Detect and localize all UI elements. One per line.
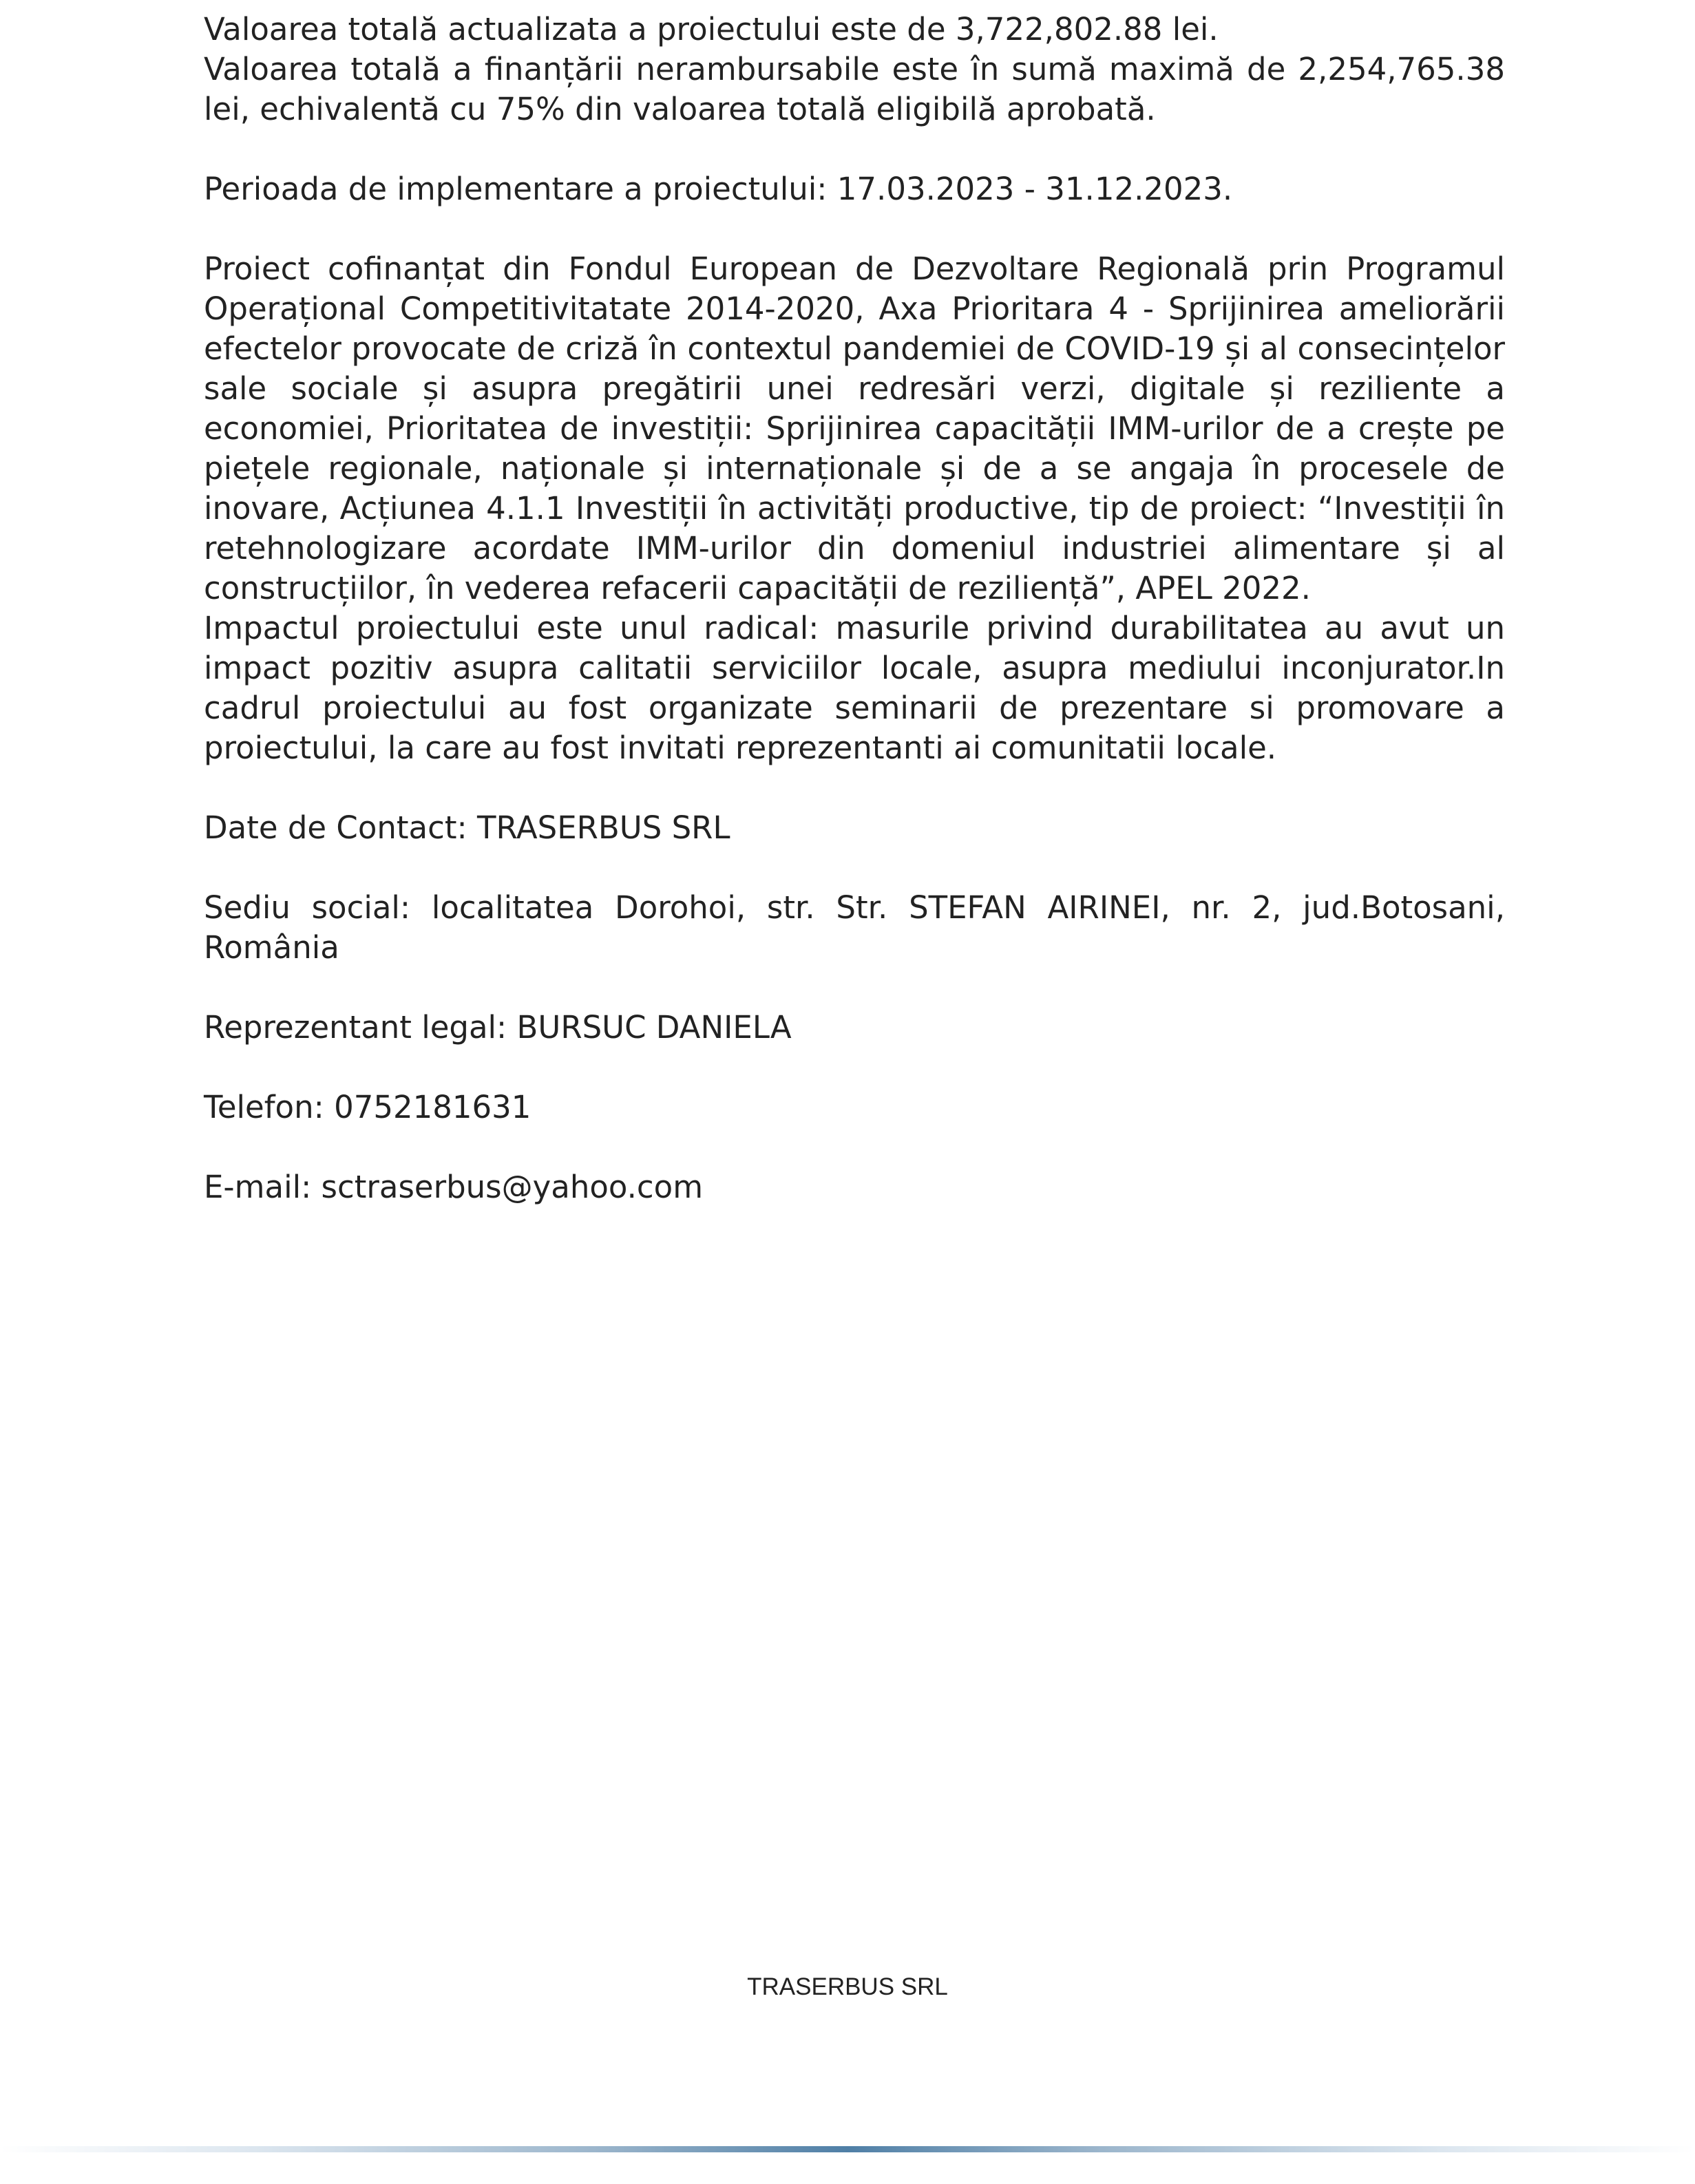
implementation-period-paragraph: Perioada de implementare a proiectului: 17.03.2023 - 31.12.2023. <box>204 171 1233 207</box>
document-body <box>204 10 1505 1207</box>
total-value-paragraph: Valoarea totală actualizata a proiectului este de 3,722,802.88 lei. <box>204 11 1219 47</box>
grant-value-paragraph: Valoarea totală a finanțării nerambursabile este în sumă maximă de 2,254,765.38 lei, echivalentă cu 75% din valoarea totală eligibilă aprobată. <box>204 51 1505 127</box>
paragraph-spacer <box>204 968 1505 1008</box>
footer-gradient-bar <box>0 2146 1695 2152</box>
contact-line: Date de Contact: TRASERBUS SRL <box>204 809 730 846</box>
paragraph-spacer <box>204 1127 1505 1167</box>
impact-paragraph: Impactul proiectului este unul radical: masurile privind durabilitatea au avut un impact pozitiv asupra calitatii serviciilor locale, asupra mediului inconjurator.In cadrul proiectului au fost organizate seminarii de prezentare si promovare a proiectului, la care au fost invitati reprezentanti ai comunitatii locale. <box>204 610 1505 766</box>
email-line: E-mail: sctraserbus@yahoo.com <box>204 1169 704 1205</box>
paragraph-spacer <box>204 129 1505 169</box>
paragraph-spacer <box>204 768 1505 808</box>
cofinancing-paragraph: Proiect cofinanțat din Fondul European de Dezvoltare Regională prin Programul Operațional Competitivitatate 2014-2020, Axa Prioritara 4 - Sprijinirea ameliorării efectelor provocate de criză în contextul pandemiei de COVID-19 și al consecințelor sale sociale și asupra pregătirii unei redresări verzi, digitale și reziliente a economiei, Prioritatea de investiții: Sprijinirea capacității IMM-urilor de a crește pe piețele regionale, naționale și internaționale și de a se angaja în procesele de inovare, Acțiunea 4.1.1 Investiții în activități productive, tip de proiect: “Investiții în retehnologizare acordate IMM-urilor din domeniul industriei alimentare și al construcțiilor, în vederea refacerii capacității de reziliență”, APEL 2022. <box>204 251 1505 606</box>
footer-company-name: TRASERBUS SRL <box>747 1973 948 2000</box>
representative-line: Reprezentant legal: BURSUC DANIELA <box>204 1009 792 1046</box>
phone-line: Telefon: 0752181631 <box>204 1089 531 1125</box>
paragraph-spacer <box>204 848 1505 888</box>
paragraph-spacer <box>204 209 1505 249</box>
address-paragraph: Sediu social: localitatea Dorohoi, str. Str. STEFAN AIRINEI, nr. 2, jud.Botosani, România <box>204 889 1505 966</box>
paragraph-spacer <box>204 1048 1505 1088</box>
